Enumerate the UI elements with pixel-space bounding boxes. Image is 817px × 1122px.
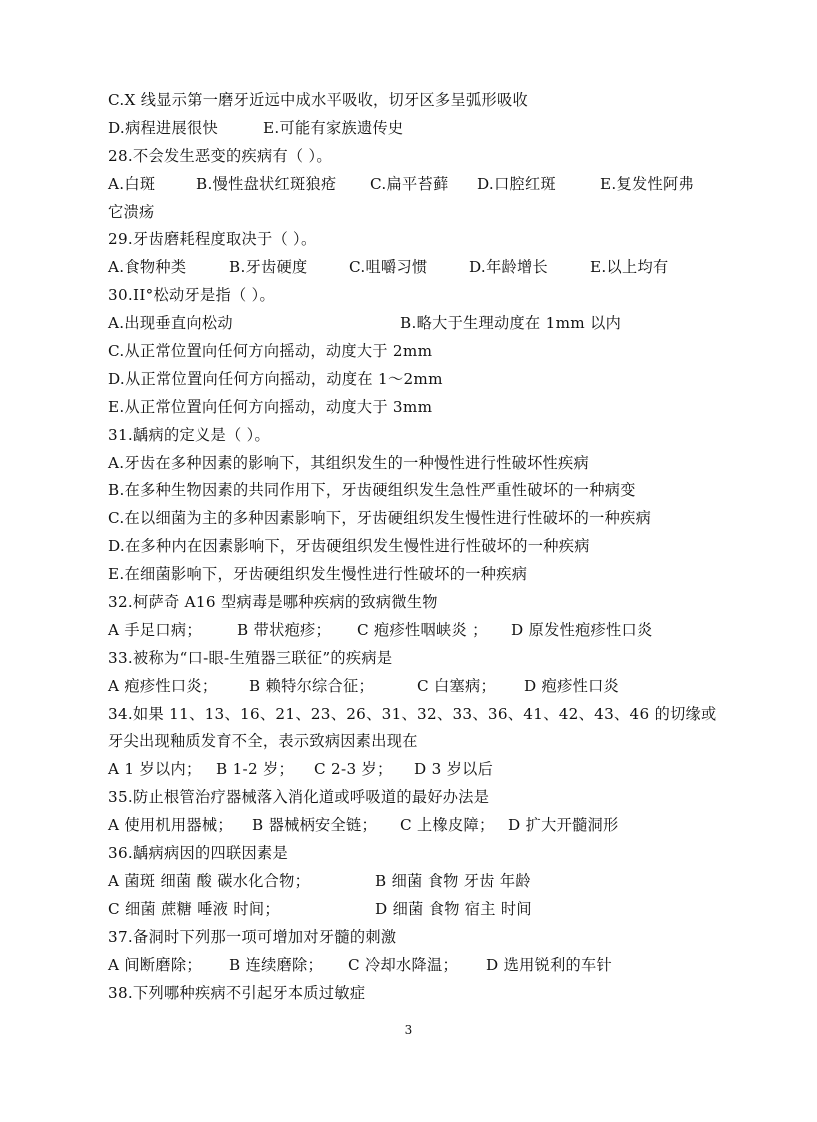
- option-c: C 白塞病；: [417, 676, 496, 695]
- option-d: D.年龄增长: [469, 258, 549, 277]
- question-38: [108, 980, 718, 1008]
- question-30: [108, 282, 718, 310]
- text-line: [108, 812, 718, 840]
- text-segment: D.病程进展很快: [108, 118, 218, 137]
- text-segment: D.在多种内在因素影响下，牙齿硬组织发生慢性进行性破坏的一种疾病: [108, 537, 590, 556]
- option-d: D.口腔红斑: [477, 174, 557, 193]
- option-d: D 原发性疱疹性口炎: [511, 620, 653, 639]
- text-line: [108, 868, 718, 896]
- option-a: A 疱疹性口炎；: [108, 676, 218, 695]
- question-text: 28.不会发生恶变的疾病有（ ）。: [108, 146, 332, 165]
- option-b: B.慢性盘状红斑狼疮: [196, 174, 337, 193]
- option-c: C 上橡皮障；: [400, 816, 495, 835]
- text-line: [108, 756, 718, 784]
- question-36: [108, 840, 718, 868]
- text-segment: 牙尖出现釉质发育不全，表示致病因素出现在: [108, 732, 418, 751]
- question-text: 34.如果 11、13、16、21、23、26、31、32、33、36、41、42、43、46 的切缘或: [108, 704, 717, 723]
- text-segment: 它溃疡: [108, 202, 155, 221]
- option-b: B 赖特尔综合征；: [249, 676, 375, 695]
- option-a: A.食物种类: [108, 258, 187, 277]
- option-b: B 细菌 食物 牙齿 年龄: [375, 871, 531, 890]
- option-d: D 疱疹性口炎: [524, 676, 620, 695]
- option-d: D 细菌 食物 宿主 时间: [375, 899, 532, 918]
- question-35: [108, 784, 718, 812]
- option-c: C.扁平苔藓: [370, 174, 449, 193]
- option-a: A 菌斑 细菌 酸 碳水化合物；: [108, 871, 311, 890]
- text-line: [108, 310, 718, 338]
- question-text: 32.柯萨奇 A16 型病毒是哪种疾病的致病微生物: [108, 593, 438, 612]
- option-a: A 使用机用器械；: [108, 816, 233, 835]
- option-b: B 带状疱疹；: [237, 620, 332, 639]
- text-segment: E.从正常位置向任何方向摇动，动度大于 3mm: [108, 397, 433, 416]
- text-segment: C.在以细菌为主的多种因素影响下，牙齿硬组织发生慢性进行性破坏的一种疾病: [108, 509, 652, 528]
- question-37: [108, 924, 718, 952]
- option-d: D 3 岁以后: [414, 760, 494, 779]
- question-text: 31.龋病的定义是（ ）。: [108, 425, 270, 444]
- question-text: 36.龋病病因的四联因素是: [108, 844, 288, 863]
- option-b: B 连续磨除；: [229, 955, 324, 974]
- question-32: [108, 589, 718, 617]
- option-e: E.复发性阿弗: [600, 174, 694, 193]
- option-d: D 选用锐利的车针: [486, 955, 613, 974]
- option-b: B.略大于生理动度在 1mm 以内: [400, 314, 622, 333]
- question-text: 37.备洞时下列那一项可增加对牙髓的刺激: [108, 927, 397, 946]
- option-e: E.以上均有: [590, 258, 669, 277]
- text-segment: C.从正常位置向任何方向摇动，动度大于 2mm: [108, 342, 433, 361]
- question-33: [108, 645, 718, 673]
- text-line: [108, 896, 718, 924]
- text-line: [108, 673, 718, 701]
- text-line: [108, 87, 718, 115]
- option-a: [108, 450, 718, 478]
- option-b: B 1-2 岁；: [216, 760, 295, 779]
- option-c: C 冷却水降温；: [348, 955, 458, 974]
- option-c: C 细菌 蔗糖 唾液 时间；: [108, 899, 280, 918]
- question-text: 38.下列哪种疾病不引起牙本质过敏症: [108, 983, 366, 1002]
- option-e: [108, 561, 718, 589]
- text-segment: E.可能有家族遗传史: [263, 118, 404, 137]
- text-line: [108, 254, 718, 282]
- option-e: [108, 394, 718, 422]
- text-segment: B.在多种生物因素的共同作用下，牙齿硬组织发生急性严重性破坏的一种病变: [108, 481, 636, 500]
- question-28: [108, 143, 718, 171]
- text-line: [108, 728, 718, 756]
- option-d: [108, 533, 718, 561]
- question-34: [108, 701, 718, 729]
- option-a: A 1 岁以内；: [108, 760, 202, 779]
- option-a: A 间断磨除；: [108, 955, 202, 974]
- option-b: B.牙齿硬度: [229, 258, 308, 277]
- question-text: 35.防止根管治疗器械落入消化道或呼吸道的最好办法是: [108, 788, 490, 807]
- option-a: A.白斑: [108, 174, 156, 193]
- option-b: B 器械柄安全链；: [252, 816, 378, 835]
- text-segment: E.在细菌影响下，牙齿硬组织发生慢性进行性破坏的一种疾病: [108, 565, 528, 584]
- text-line: [108, 199, 718, 227]
- text-line: [108, 952, 718, 980]
- option-b: [108, 477, 718, 505]
- option-c: [108, 505, 718, 533]
- question-text: 33.被称为“口-眼-生殖器三联征”的疾病是: [108, 648, 393, 667]
- option-d: D 扩大开髓洞形: [508, 816, 619, 835]
- question-text: 29.牙齿磨耗程度取决于（ ）。: [108, 230, 317, 249]
- text-segment: D.从正常位置向任何方向摇动，动度在 1～2mm: [108, 369, 443, 388]
- question-31: [108, 422, 718, 450]
- text-line: [108, 115, 718, 143]
- option-a: A.出现垂直向松动: [108, 314, 233, 333]
- option-c: C 2-3 岁；: [314, 760, 393, 779]
- page-content: [108, 87, 718, 1007]
- text-line: [108, 171, 718, 199]
- option-a: A 手足口病；: [108, 620, 202, 639]
- option-c: [108, 338, 718, 366]
- text-segment: A.牙齿在多种因素的影响下，其组织发生的一种慢性进行性破坏性疾病: [108, 453, 590, 472]
- question-29: [108, 226, 718, 254]
- text-segment: C.X 线显示第一磨牙近远中成水平吸收，切牙区多呈弧形吸收: [108, 91, 528, 109]
- option-c: C.咀嚼习惯: [349, 258, 428, 277]
- option-d: [108, 366, 718, 394]
- page-number: 3: [404, 1023, 413, 1037]
- option-c: C 疱疹性咽峡炎 ；: [357, 620, 488, 639]
- text-line: [108, 617, 718, 645]
- question-text: 30.II°松动牙是指（ ）。: [108, 286, 275, 305]
